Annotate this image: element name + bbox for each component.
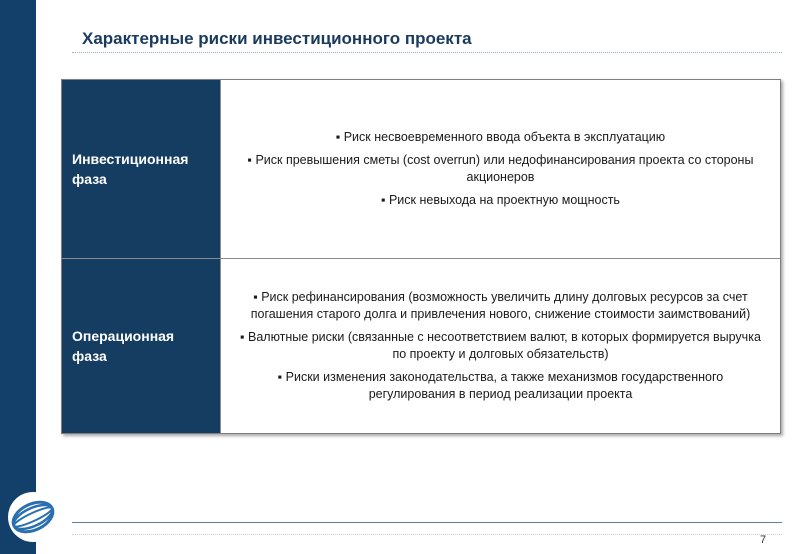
risk-item: ▪ Валютные риски (связанные с несоответствием валют, в которых формируется выручка по проекту и долговых обязательств) xyxy=(235,329,766,363)
risks-cell-investment xyxy=(220,80,780,258)
table-row-investment xyxy=(62,80,780,259)
slide-title: Характерные риски инвестиционного проекта xyxy=(82,29,472,48)
phase-label: Операционная фаза xyxy=(72,328,175,364)
phase-cell-operational xyxy=(62,259,220,433)
globe-logo-icon xyxy=(4,488,62,546)
risk-item: ▪ Риск рефинансирования (возможность увеличить длину долговых ресурсов за счет погашения старого долга и привлечения нового, снижение стоимости заимствований) xyxy=(235,289,766,323)
footer-divider xyxy=(72,522,782,523)
risks-cell-operational xyxy=(220,259,780,433)
sidebar-band xyxy=(0,0,36,554)
table-row-operational xyxy=(62,259,780,433)
title-divider xyxy=(72,52,782,53)
footer-dotted-divider xyxy=(72,534,782,535)
risk-item: ▪ Риски изменения законодательства, а также механизмов государственного регулирования в период реализации проекта xyxy=(235,369,766,403)
phase-cell-investment xyxy=(62,80,220,258)
risk-item: ▪ Риск невыхода на проектную мощность xyxy=(235,192,766,209)
risk-item: ▪ Риск превышения сметы (cost overrun) или недофинансирования проекта со стороны акционеров xyxy=(235,152,766,186)
risk-table xyxy=(61,79,781,434)
phase-label: Инвестиционная фаза xyxy=(72,151,189,187)
risk-item: ▪ Риск несвоевременного ввода объекта в эксплуатацию xyxy=(235,129,766,146)
page-number: 7 xyxy=(760,534,767,546)
